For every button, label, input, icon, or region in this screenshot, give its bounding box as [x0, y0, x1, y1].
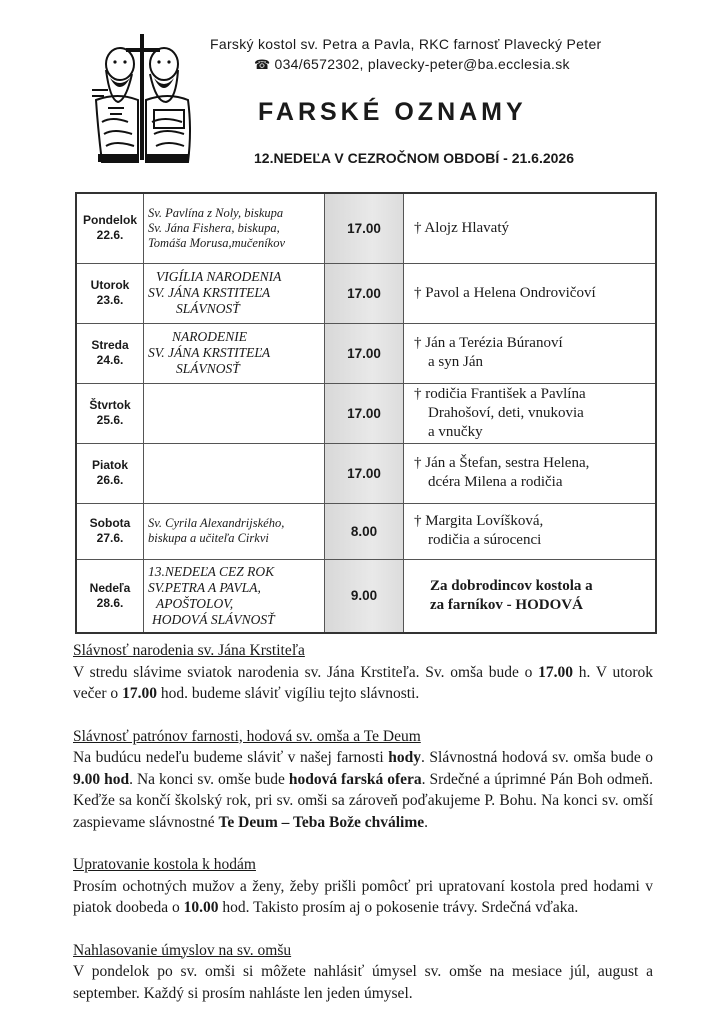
day-date: 24.6.: [96, 353, 124, 367]
intention-cell: [404, 503, 657, 559]
day-date: 26.6.: [96, 473, 124, 487]
intention-line: † Pavol a Helena Ondrovičoví: [414, 284, 596, 301]
liturgy-line: SV.PETRA A PAVLA,: [148, 579, 261, 595]
notice: [73, 854, 653, 919]
intention-cell: [404, 193, 657, 263]
mass-time-cell: 17.00: [325, 263, 404, 323]
liturgy-cell: [144, 323, 325, 383]
liturgy-line: Sv. Pavlína z Noly, biskupa: [148, 205, 284, 220]
liturgy-line: Tomáša Morusa,mučeníkov: [148, 235, 286, 250]
day-name: Piatok: [91, 458, 128, 472]
intention-line: † Alojz Hlavatý: [414, 219, 509, 236]
intention-line: † Margita Lovíšková,: [414, 513, 544, 529]
day-date: 28.6.: [96, 595, 124, 610]
schedule-row: [76, 193, 656, 263]
notice-emphasis: 17.00: [122, 685, 157, 702]
notice: [73, 940, 653, 1005]
notice-emphasis: 10.00: [183, 899, 219, 916]
day-name: Utorok: [90, 278, 130, 292]
mass-schedule-table: [75, 192, 657, 634]
mass-time-cell: 8.00: [325, 503, 404, 559]
day-cell: [76, 193, 144, 263]
liturgy-cell: [144, 559, 325, 633]
liturgy-line: Sv. Cyrila Alexandrijského,: [148, 516, 285, 530]
day-cell: [76, 323, 144, 383]
intention-line: a syn Ján: [428, 354, 483, 370]
intention-line: rodičia a súrocenci: [428, 532, 542, 548]
notice-body: V pondelok po sv. omši si môžete nahlásiť úmysel sv. omše na mesiace júl, august a september. Každý si prosím nahláste len jeden úmysel.: [73, 963, 653, 1002]
parish-name: Farský kostol sv. Petra a Pavla, RKC farnosť Plavecký Peter: [210, 36, 602, 52]
intention-line: a vnučky: [428, 423, 483, 440]
intention-cell: [404, 263, 657, 323]
notice-body: Prosím ochotných mužov a ženy, žeby prišli pomôcť pri upratovaní kostola pred hodami v piatok doobeda o 10.00 hod. Takisto prosím aj o pokosenie trávy. Srdečná vďaka.: [73, 877, 653, 916]
intention-cell: [404, 559, 657, 633]
notice: [73, 726, 653, 834]
schedule-row: [76, 443, 656, 503]
notice-emphasis: 9.00 hod: [73, 770, 130, 788]
day-date: 25.6.: [96, 413, 124, 427]
notice-heading: Slávnosť patrónov farnosti, hodová sv. omša a Te Deum: [73, 727, 421, 745]
day-cell: [76, 443, 144, 503]
intention-cell: [404, 443, 657, 503]
schedule-row: [76, 383, 656, 443]
contact-line: [254, 56, 570, 73]
mass-time-cell: 17.00: [325, 383, 404, 443]
day-name: Štvrtok: [89, 398, 131, 412]
intention-line: † Ján a Štefan, sestra Helena,: [414, 455, 590, 471]
day-cell: [76, 383, 144, 443]
liturgy-line: SV. JÁNA KRSTITEĽA: [148, 285, 271, 300]
day-name: Nedeľa: [89, 580, 131, 595]
mass-time-cell: 9.00: [325, 559, 404, 633]
telephone-icon: ☎: [254, 57, 271, 72]
liturgy-line: 13.NEDEĽA CEZ ROK: [148, 563, 275, 579]
liturgy-line: NARODENIE: [172, 329, 247, 344]
saints-peter-paul-icon: [88, 30, 196, 170]
intention-line: † rodičia František a Pavlína: [414, 385, 586, 402]
day-name: Streda: [91, 338, 129, 352]
mass-time-cell: 17.00: [325, 193, 404, 263]
day-date: 22.6.: [96, 228, 124, 243]
page-title: FARSKÉ OZNAMY: [258, 98, 527, 126]
day-cell: [76, 559, 144, 633]
notice-heading: Slávnosť narodenia sv. Jána Krstiteľa: [73, 642, 305, 659]
notice-body: V stredu slávime sviatok narodenia sv. Jána Krstiteľa. Sv. omša bude o 17.00 h. V utorok večer o 17.00 hod. budeme sláviť vigíliu tejto slávnosti.: [73, 663, 653, 702]
announcements: [73, 640, 653, 1025]
day-date: 23.6.: [96, 293, 124, 307]
parish-logo: [88, 30, 196, 170]
page-subtitle: 12.NEDEĽA V CEZROČNOM OBDOBÍ - 21.6.2026: [254, 150, 575, 166]
liturgy-line: SLÁVNOSŤ: [176, 361, 240, 376]
notice-emphasis: hody: [388, 749, 421, 766]
day-date: 27.6.: [96, 531, 124, 545]
intention-cell: [404, 323, 657, 383]
notice-emphasis: 17.00: [538, 663, 574, 681]
mass-time-cell: 17.00: [325, 443, 404, 503]
day-cell: [76, 263, 144, 323]
notice-emphasis: hodová farská ofera: [288, 770, 422, 788]
intention-line: za farníkov - HODOVÁ: [430, 596, 583, 613]
liturgy-line: SLÁVNOSŤ: [176, 301, 240, 316]
notice-heading: Upratovanie kostola k hodám: [73, 856, 256, 873]
liturgy-line: VIGÍLIA NARODENIA: [156, 269, 282, 284]
liturgy-cell: [144, 263, 325, 323]
intention-line: dcéra Milena a rodičia: [428, 474, 563, 490]
notice-body: Na budúcu nedeľu budeme sláviť v našej farnosti hody. Slávnostná hodová sv. omša bude o 9.00 hod. Na konci sv. omše bude hodová farská ofera. Srdečné a úprimné Pán Boh odmeň. Keďže sa končí školský rok, pri sv. omši sa zároveň poďakujeme P. Bohu. Na konci sv. omší zaspievame slávnostné Te Deum – Teba Bože chválime.: [73, 749, 653, 831]
intention-line: Za dobrodincov kostola a: [430, 577, 593, 594]
day-name: Pondelok: [82, 213, 137, 228]
liturgy-line: APOŠTOLOV,: [156, 595, 234, 611]
notice-emphasis: Te Deum – Teba Bože chválime: [218, 813, 425, 831]
notice-heading: Nahlasovanie úmyslov na sv. omšu: [73, 941, 292, 959]
day-cell: [76, 503, 144, 559]
liturgy-line: biskupa a učiteľa Cirkvi: [148, 531, 269, 545]
liturgy-cell: [144, 383, 325, 443]
intention-cell: [404, 383, 657, 443]
day-name: Sobota: [89, 516, 131, 530]
liturgy-line: SV. JÁNA KRSTITEĽA: [148, 345, 271, 360]
liturgy-cell: [144, 503, 325, 559]
liturgy-line: Sv. Jána Fishera, biskupa,: [148, 220, 280, 235]
notice: [73, 640, 653, 705]
liturgy-line: HODOVÁ SLÁVNOSŤ: [152, 611, 275, 627]
liturgy-cell: [144, 443, 325, 503]
intention-line: Drahošoví, deti, vnukovia: [428, 404, 584, 421]
intention-line: † Ján a Terézia Búranoví: [414, 335, 563, 351]
schedule-row: [76, 559, 656, 633]
liturgy-cell: [144, 193, 325, 263]
mass-time-cell: 17.00: [325, 323, 404, 383]
schedule-row: [76, 503, 656, 559]
contact-details: 034/6572302, plavecky-peter@ba.ecclesia.sk: [274, 56, 570, 72]
schedule-row: [76, 323, 656, 383]
schedule-row: [76, 263, 656, 323]
